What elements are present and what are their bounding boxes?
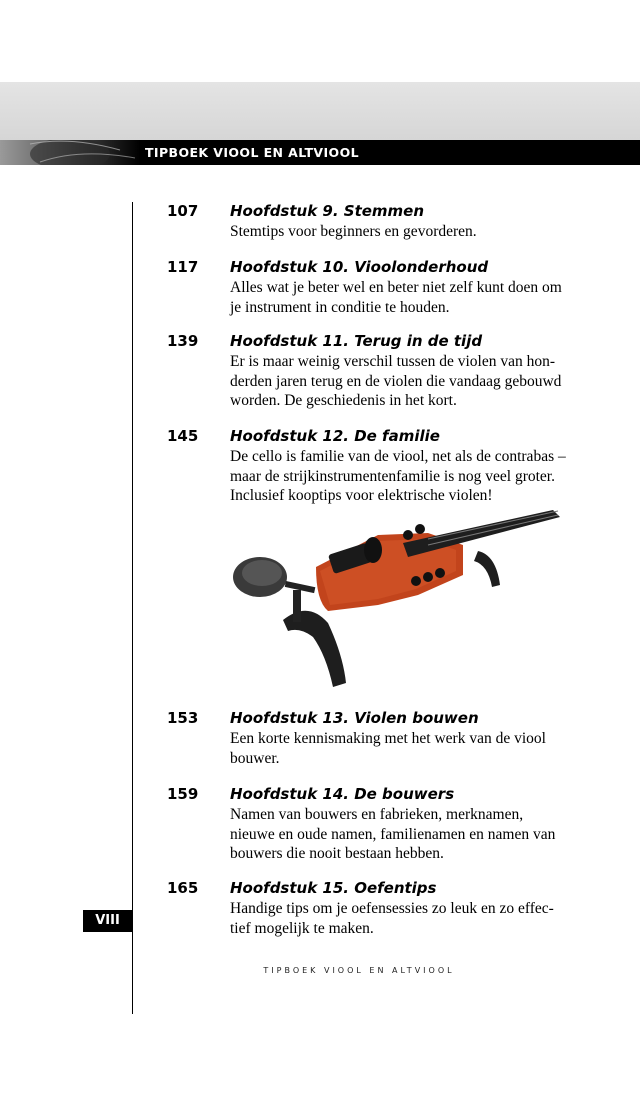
toc-description [230, 278, 575, 317]
toc-description [230, 447, 575, 506]
toc-chapter-title[interactable]: Hoofdstuk 14. De bouwers [230, 785, 455, 803]
top-gray-band [0, 82, 640, 140]
description-line: je instrument in conditie te houden. [230, 298, 450, 316]
toc-chapter-title[interactable]: Hoofdstuk 12. De familie [230, 427, 440, 445]
toc-page-number: 159 [167, 785, 199, 803]
shoulder-rest [283, 611, 346, 687]
description-line: Een korte kennismaking met het werk van de viool [230, 730, 546, 747]
description-line: worden. De geschiedenis in het kort. [230, 392, 457, 409]
header-violin-photo [0, 140, 140, 165]
toc-chapter-title[interactable]: Hoofdstuk 9. Stemmen [230, 202, 425, 220]
description-line: De cello is familie van de viool, net als de contrabas – [230, 448, 566, 465]
running-footer: TIPBOEK VIOOL EN ALTVIOOL [263, 966, 455, 975]
toc-description [230, 899, 575, 938]
description-line: bouwers die nooit bestaan hebben. [230, 845, 444, 862]
description-line: Alles wat je beter wel en beter niet zelf kunt doen om [230, 279, 562, 296]
toc-description [230, 352, 575, 411]
description-line: maar de strijkinstrumentenfamilie is nog veel groter. [230, 467, 555, 485]
toc-page-number: 107 [167, 202, 199, 220]
description-line: Inclusief kooptips voor elektrische violen! [230, 487, 493, 504]
description-line: tief mogelijk te maken. [230, 919, 374, 937]
toc-description [230, 729, 575, 768]
toc-description [230, 222, 575, 242]
margin-rule [132, 202, 133, 1014]
description-line: derden jaren terug en de violen die vandaag gebouwd [230, 372, 562, 390]
toc-chapter-title[interactable]: Hoofdstuk 10. Vioolonderhoud [230, 258, 489, 276]
toc-chapter-title[interactable]: Hoofdstuk 11. Terug in de tijd [230, 332, 483, 350]
description-line: nieuwe en oude namen, familienamen en namen van [230, 825, 556, 843]
toc-page-number: 153 [167, 709, 199, 727]
toc-page-number: 117 [167, 258, 199, 276]
toc-chapter-title[interactable]: Hoofdstuk 15. Oefentips [230, 879, 437, 897]
header-title: TIPBOEK VIOOL EN ALTVIOOL [145, 145, 359, 160]
description-line: Er is maar weinig verschil tussen de violen van hon- [230, 353, 555, 370]
toc-page-number: 139 [167, 332, 199, 350]
page-number-tab: VIII [83, 910, 132, 932]
toc-description [230, 805, 575, 864]
toc-page-number: 145 [167, 427, 199, 445]
description-line: Namen van bouwers en fabrieken, merknamen, [230, 806, 524, 823]
description-line: bouwer. [230, 749, 280, 767]
running-header [0, 140, 640, 165]
toc-chapter-title[interactable]: Hoofdstuk 13. Violen bouwen [230, 709, 479, 727]
description-line: Stemtips voor beginners en gevorderen. [230, 223, 477, 240]
description-line: Handige tips om je oefensessies zo leuk en zo effec- [230, 900, 554, 917]
toc-page-number: 165 [167, 879, 199, 897]
electric-violin-image [228, 505, 568, 695]
violin-stand [474, 551, 500, 587]
